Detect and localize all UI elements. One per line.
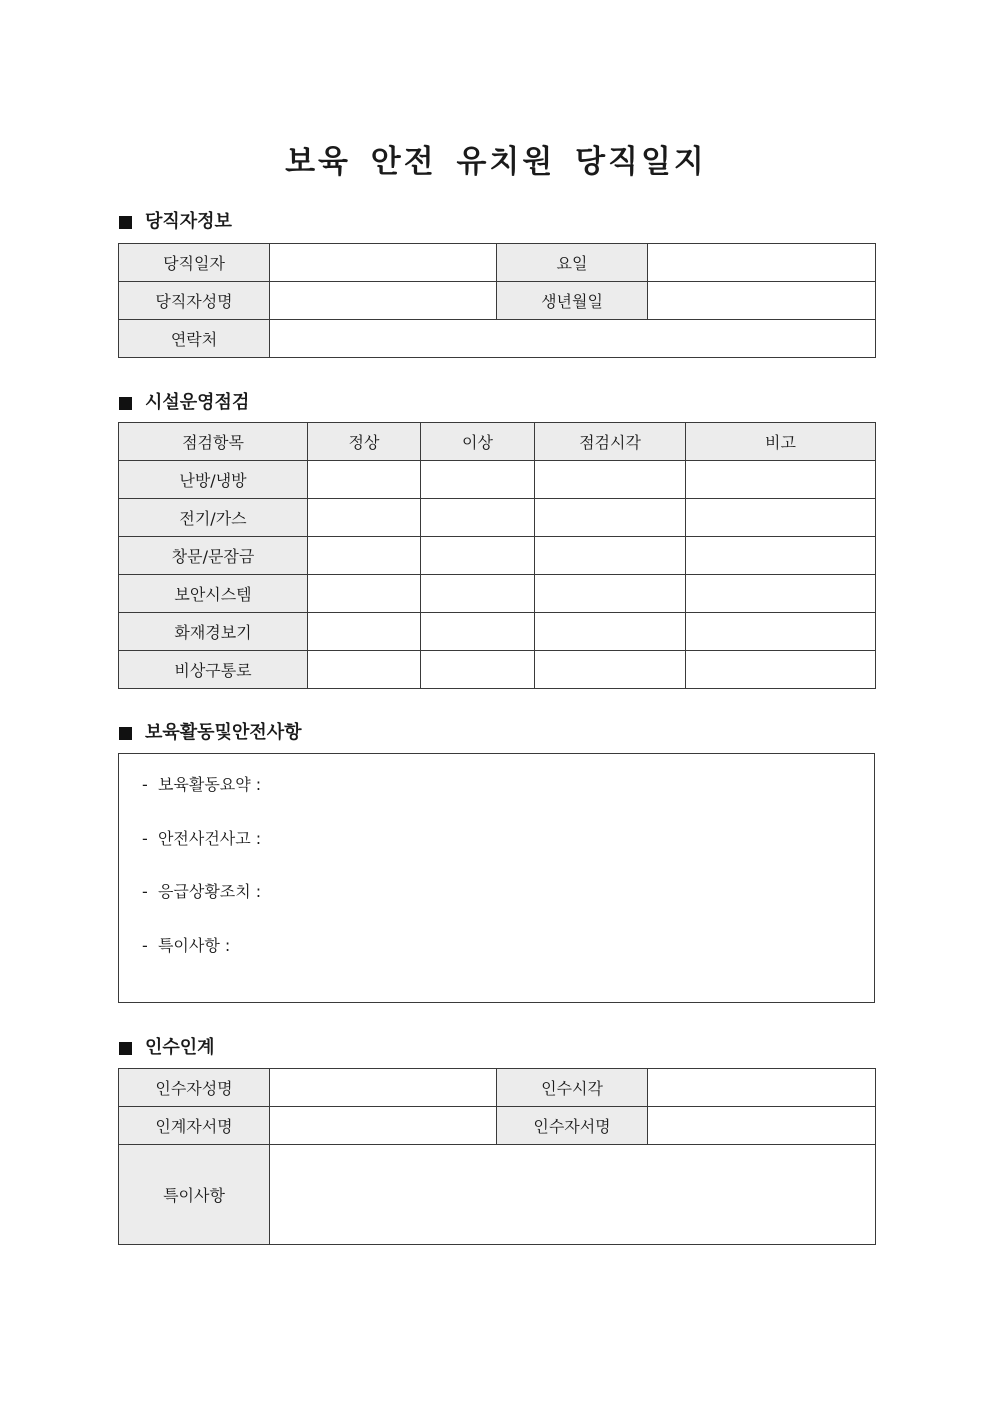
check-item-label: 전기/가스: [119, 499, 308, 537]
receive-time-field[interactable]: [648, 1069, 876, 1107]
table-row: [119, 320, 876, 358]
table-row: [119, 1069, 876, 1107]
birth-date-label: 생년월일: [497, 282, 648, 320]
section-title: 당직자정보: [145, 211, 232, 232]
table-row: [119, 651, 876, 689]
handover-notes-label: 특이사항: [119, 1145, 270, 1245]
section-heading-facility: [119, 392, 249, 414]
abnormal-cell[interactable]: [421, 575, 535, 613]
normal-cell[interactable]: [308, 537, 421, 575]
remarks-cell[interactable]: [686, 651, 876, 689]
table-row: [119, 499, 876, 537]
column-header: 이상: [421, 423, 535, 461]
contact-label: 연락처: [119, 320, 270, 358]
abnormal-cell[interactable]: [421, 651, 535, 689]
receiver-name-field[interactable]: [270, 1069, 497, 1107]
check-time-cell[interactable]: [535, 575, 686, 613]
check-time-cell[interactable]: [535, 537, 686, 575]
duty-name-label: 당직자성명: [119, 282, 270, 320]
column-header: 비고: [686, 423, 876, 461]
duty-info-table: [118, 243, 876, 358]
remarks-cell[interactable]: [686, 499, 876, 537]
remarks-cell[interactable]: [686, 461, 876, 499]
duty-name-field[interactable]: [270, 282, 497, 320]
section-heading-duty-info: [119, 211, 232, 233]
normal-cell[interactable]: [308, 461, 421, 499]
normal-cell[interactable]: [308, 613, 421, 651]
remarks-cell[interactable]: [686, 613, 876, 651]
check-item-label: 비상구통로: [119, 651, 308, 689]
check-item-label: 창문/문잠금: [119, 537, 308, 575]
receive-time-label: 인수시각: [497, 1069, 648, 1107]
check-time-cell[interactable]: [535, 651, 686, 689]
duty-date-field[interactable]: [270, 244, 497, 282]
square-bullet-icon: [119, 216, 132, 229]
column-header: 점검시각: [535, 423, 686, 461]
square-bullet-icon: [119, 727, 132, 740]
table-header-row: [119, 423, 876, 461]
receiver-signature-label: 인수자서명: [497, 1107, 648, 1145]
section-title: 인수인계: [145, 1037, 215, 1058]
normal-cell[interactable]: [308, 575, 421, 613]
normal-cell[interactable]: [308, 499, 421, 537]
emergency-action-line: - 응급상황조치 :: [142, 882, 262, 901]
check-item-label: 난방/냉방: [119, 461, 308, 499]
giver-signature-label: 인계자서명: [119, 1107, 270, 1145]
section-heading-activity: [119, 722, 302, 744]
table-row: [119, 282, 876, 320]
table-row: [119, 461, 876, 499]
handover-notes-field[interactable]: [270, 1145, 876, 1245]
receiver-signature-field[interactable]: [648, 1107, 876, 1145]
column-header: 점검항목: [119, 423, 308, 461]
activity-summary-line: - 보육활동요약 :: [142, 775, 262, 794]
weekday-field[interactable]: [648, 244, 876, 282]
column-header: 정상: [308, 423, 421, 461]
abnormal-cell[interactable]: [421, 613, 535, 651]
birth-date-field[interactable]: [648, 282, 876, 320]
weekday-label: 요일: [497, 244, 648, 282]
check-item-label: 보안시스템: [119, 575, 308, 613]
special-notes-line: - 특이사항 :: [142, 935, 231, 955]
abnormal-cell[interactable]: [421, 461, 535, 499]
table-row: [119, 1107, 876, 1145]
remarks-cell[interactable]: [686, 575, 876, 613]
table-row: [119, 244, 876, 282]
remarks-cell[interactable]: [686, 537, 876, 575]
square-bullet-icon: [119, 1042, 132, 1055]
table-row: [119, 613, 876, 651]
duty-date-label: 당직일자: [119, 244, 270, 282]
handover-table: [118, 1068, 876, 1245]
check-time-cell[interactable]: [535, 499, 686, 537]
check-time-cell[interactable]: [535, 613, 686, 651]
activity-notes-box[interactable]: [118, 753, 875, 1003]
giver-signature-field[interactable]: [270, 1107, 497, 1145]
document-title: 보육 안전 유치원 당직일지: [285, 144, 707, 180]
facility-check-table: [118, 422, 876, 689]
abnormal-cell[interactable]: [421, 499, 535, 537]
check-item-label: 화재경보기: [119, 613, 308, 651]
safety-incident-line: - 안전사건사고 :: [142, 828, 262, 848]
check-time-cell[interactable]: [535, 461, 686, 499]
abnormal-cell[interactable]: [421, 537, 535, 575]
contact-field[interactable]: [270, 320, 876, 358]
table-row: [119, 575, 876, 613]
table-row: [119, 537, 876, 575]
section-title: 보육활동및안전사항: [145, 722, 302, 743]
normal-cell[interactable]: [308, 651, 421, 689]
section-heading-handover: [119, 1037, 215, 1059]
square-bullet-icon: [119, 397, 132, 410]
receiver-name-label: 인수자성명: [119, 1069, 270, 1107]
section-title: 시설운영점검: [145, 392, 250, 413]
table-row: [119, 1145, 876, 1245]
